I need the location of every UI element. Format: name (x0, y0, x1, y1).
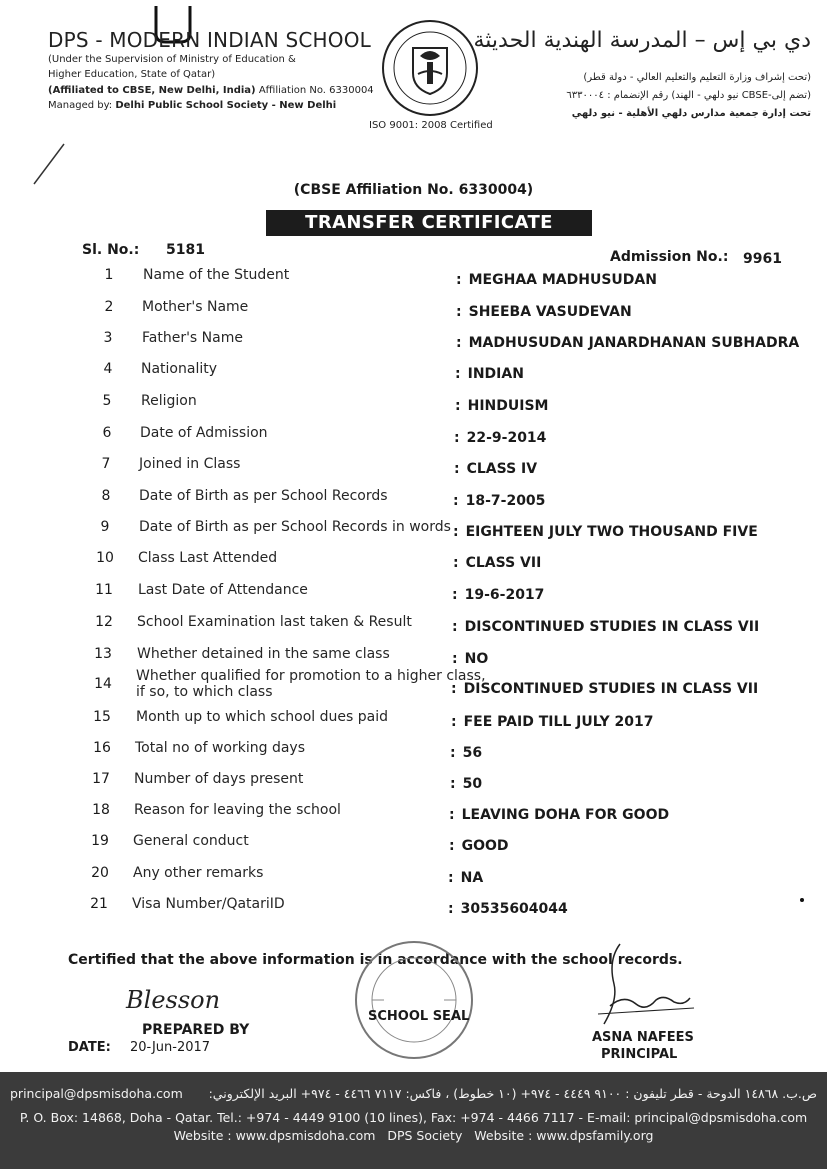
arabic-line-2: (تضم إلى-CBSE نيو دلهي - الهند) رقم الإنضمام : ٦٣٣٠٠٠٤ (566, 90, 811, 101)
footer-arabic-address: ص.ب. ١٤٨٦٨ الدوحة - قطر تليفون : ٩١٠٠ ٤٤٤٩ - ٩٧٤+ (١٠ خطوط) ، فاكس: ٧١١٧ ٤٤٦٦ - ٩٧٤+ البريد الإلكتروني: (208, 1086, 817, 1101)
school-name-en: DPS - MODERN INDIAN SCHOOL (48, 28, 372, 52)
supervision-line-2: Higher Education, State of Qatar) (48, 69, 216, 80)
row-number: 4 (103, 361, 113, 377)
row-colon: : (454, 430, 460, 446)
supervision-line: (Under the Supervision of Ministry of Education & (48, 54, 296, 65)
row-number: 5 (102, 393, 112, 409)
row-label: Month up to which school dues paid (136, 709, 388, 725)
row-colon: : (450, 776, 456, 792)
arabic-line-1: (تحت إشراف وزارة التعليم والتعليم العالي - دولة قطر) (583, 72, 811, 83)
prepared-by-signature (120, 980, 230, 1020)
row-label: Joined in Class (139, 456, 241, 472)
serial-value: 5181 (166, 242, 205, 258)
managed-by: Delhi Public School Society - New Delhi (115, 100, 337, 111)
row-colon: : (449, 838, 455, 854)
signature-text: Blesson (126, 986, 221, 1014)
row-value-text: 19-6-2017 (464, 587, 545, 603)
row-colon: : (454, 461, 460, 477)
row-label: Date of Birth as per School Records (139, 488, 388, 504)
row-value (453, 524, 758, 540)
row-colon: : (456, 272, 462, 288)
row-value-text: FEE PAID TILL JULY 2017 (463, 714, 654, 730)
row-number: 18 (92, 802, 110, 818)
row-colon: : (451, 681, 457, 697)
row-value-text: SHEEBA VASUDEVAN (468, 304, 632, 320)
row-colon: : (456, 304, 462, 320)
row-number: 9 (100, 519, 110, 535)
row-label: Visa Number/QatariID (132, 896, 285, 912)
row-label: Nationality (141, 361, 218, 377)
row-value (455, 366, 524, 382)
affiliation-line (48, 85, 374, 96)
row-label: Reason for leaving the school (134, 802, 341, 818)
footer-websites (0, 1128, 827, 1143)
footer-email[interactable]: principal@dpsmisdoha.com (10, 1086, 183, 1101)
row-value-text: 30535604044 (460, 901, 568, 917)
row-value-text: DISCONTINUED STUDIES IN CLASS VII (463, 681, 759, 697)
affiliated-text: (Affiliated to CBSE, New Delhi, India) (48, 85, 256, 96)
row-colon: : (453, 524, 459, 540)
row-colon: : (452, 651, 458, 667)
row-value-text: GOOD (461, 838, 509, 854)
row-value-text: CLASS IV (466, 461, 538, 477)
row-label: Father's Name (142, 330, 243, 346)
row-number: 16 (93, 740, 111, 756)
row-colon: : (448, 870, 454, 886)
row-value-text: EIGHTEEN JULY TWO THOUSAND FIVE (465, 524, 758, 540)
society-label: DPS Society (387, 1128, 463, 1143)
row-value (449, 838, 509, 854)
row-value (451, 714, 653, 730)
row-value-text: LEAVING DOHA FOR GOOD (461, 807, 670, 823)
row-value (448, 870, 483, 886)
website2-label: Website : (474, 1128, 533, 1143)
prepared-by-label: PREPARED BY (142, 1022, 250, 1038)
row-value-text: 50 (462, 776, 483, 792)
row-value (452, 587, 544, 603)
website2-link[interactable]: www.dpsfamily.org (536, 1128, 654, 1143)
row-value-text: HINDUISM (467, 398, 549, 414)
row-colon: : (449, 807, 455, 823)
row-value (456, 335, 799, 351)
row-label: Religion (141, 393, 197, 409)
row-number: 15 (93, 709, 111, 725)
row-number: 13 (94, 646, 112, 662)
row-value (451, 681, 758, 697)
row-number: 3 (103, 330, 113, 346)
principal-name: ASNA NAFEES (592, 1030, 694, 1045)
row-colon: : (456, 335, 462, 351)
row-label: Class Last Attended (138, 550, 278, 566)
row-colon: : (455, 398, 461, 414)
principal-title: PRINCIPAL (601, 1047, 678, 1062)
row-value (452, 619, 759, 635)
row-label (136, 668, 486, 700)
row-label: Number of days present (134, 771, 304, 787)
row-label: School Examination last taken & Result (137, 614, 412, 630)
row-value-text: 56 (462, 745, 483, 761)
admission-value: 9961 (743, 251, 782, 267)
row-label: General conduct (133, 833, 249, 849)
row-number: 10 (96, 550, 114, 566)
footer-address: P. O. Box: 14868, Doha - Qatar. Tel.: +974 - 4449 9100 (10 lines), Fax: +974 - 4466 7117 - E-mail: principal@dpsmisdoha.com (19, 1110, 808, 1125)
row-value (453, 493, 545, 509)
row-number: 19 (91, 833, 109, 849)
row-value-text: DISCONTINUED STUDIES IN CLASS VII (464, 619, 760, 635)
row-value-text: MADHUSUDAN JANARDHANAN SUBHADRA (468, 335, 800, 351)
row-number: 14 (94, 676, 112, 692)
row-value-text: CLASS VII (465, 555, 542, 571)
row-label-line-1: Whether qualified for promotion to a higher class, (136, 668, 486, 684)
date-value: 20-Jun-2017 (130, 1040, 211, 1055)
row-number: 7 (101, 456, 111, 472)
row-number: 8 (101, 488, 111, 504)
row-value-text: 22-9-2014 (466, 430, 547, 446)
row-colon: : (453, 493, 459, 509)
managed-line (48, 100, 336, 111)
row-value (456, 272, 657, 288)
cbse-affiliation: (CBSE Affiliation No. 6330004) (293, 182, 534, 198)
row-number: 11 (95, 582, 113, 598)
iso-certification: ISO 9001: 2008 Certified (369, 120, 493, 131)
website-link[interactable]: www.dpsmisdoha.com (235, 1128, 376, 1143)
website-label: Website : (173, 1128, 232, 1143)
row-label: Any other remarks (133, 865, 264, 881)
row-label: Mother's Name (142, 299, 249, 315)
row-value-text: NA (460, 870, 484, 886)
row-number: 20 (91, 865, 109, 881)
footer-bar (0, 1072, 827, 1169)
school-seal-icon (352, 938, 476, 1062)
row-label: Name of the Student (143, 267, 290, 283)
row-value-text: INDIAN (467, 366, 524, 382)
principal-signature (590, 940, 700, 1030)
row-value (452, 651, 488, 667)
admission-label: Admission No.: (610, 249, 729, 265)
row-value (455, 398, 548, 414)
school-seal-label: SCHOOL SEAL (368, 1009, 470, 1024)
row-value (456, 304, 632, 320)
row-label-line-2: if so, to which class (136, 684, 273, 700)
row-number: 1 (104, 267, 114, 283)
row-label: Date of Admission (140, 425, 268, 441)
row-number: 6 (102, 425, 112, 441)
serial-label: Sl. No.: (82, 242, 140, 258)
row-value-text: 18-7-2005 (465, 493, 546, 509)
row-value (449, 807, 669, 823)
row-value (450, 745, 482, 761)
row-value-text: MEGHAA MADHUSUDAN (468, 272, 657, 288)
date-label: DATE: (68, 1040, 111, 1055)
certification-statement: Certified that the above information is in accordance with the school records. (68, 952, 683, 968)
row-colon: : (453, 555, 459, 571)
school-crest-icon (380, 18, 480, 118)
school-name-ar: دي بي إس – المدرسة الهندية الحديثة (473, 28, 811, 53)
row-number: 12 (95, 614, 113, 630)
row-value (453, 555, 541, 571)
row-value (450, 776, 482, 792)
ink-dot (800, 898, 804, 902)
row-colon: : (448, 901, 454, 917)
arabic-line-3: تحت إدارة جمعية مدارس دلهي الأهلية - نيو دلهي (571, 108, 811, 119)
row-label: Date of Birth as per School Records in words (139, 519, 451, 535)
managed-prefix: Managed by: (48, 100, 113, 111)
row-value-text: NO (464, 651, 489, 667)
row-colon: : (455, 366, 461, 382)
row-label: Total no of working days (135, 740, 306, 756)
row-number: 17 (92, 771, 110, 787)
row-label: Last Date of Attendance (138, 582, 308, 598)
row-colon: : (451, 714, 457, 730)
row-value (454, 461, 537, 477)
row-colon: : (450, 745, 456, 761)
document-title: TRANSFER CERTIFICATE (266, 210, 592, 236)
affiliation-number: Affiliation No. 6330004 (258, 85, 374, 96)
row-value (448, 901, 568, 917)
row-value (454, 430, 546, 446)
row-number: 21 (90, 896, 108, 912)
row-number: 2 (104, 299, 114, 315)
row-colon: : (452, 619, 458, 635)
row-label: Whether detained in the same class (137, 646, 390, 662)
row-colon: : (452, 587, 458, 603)
